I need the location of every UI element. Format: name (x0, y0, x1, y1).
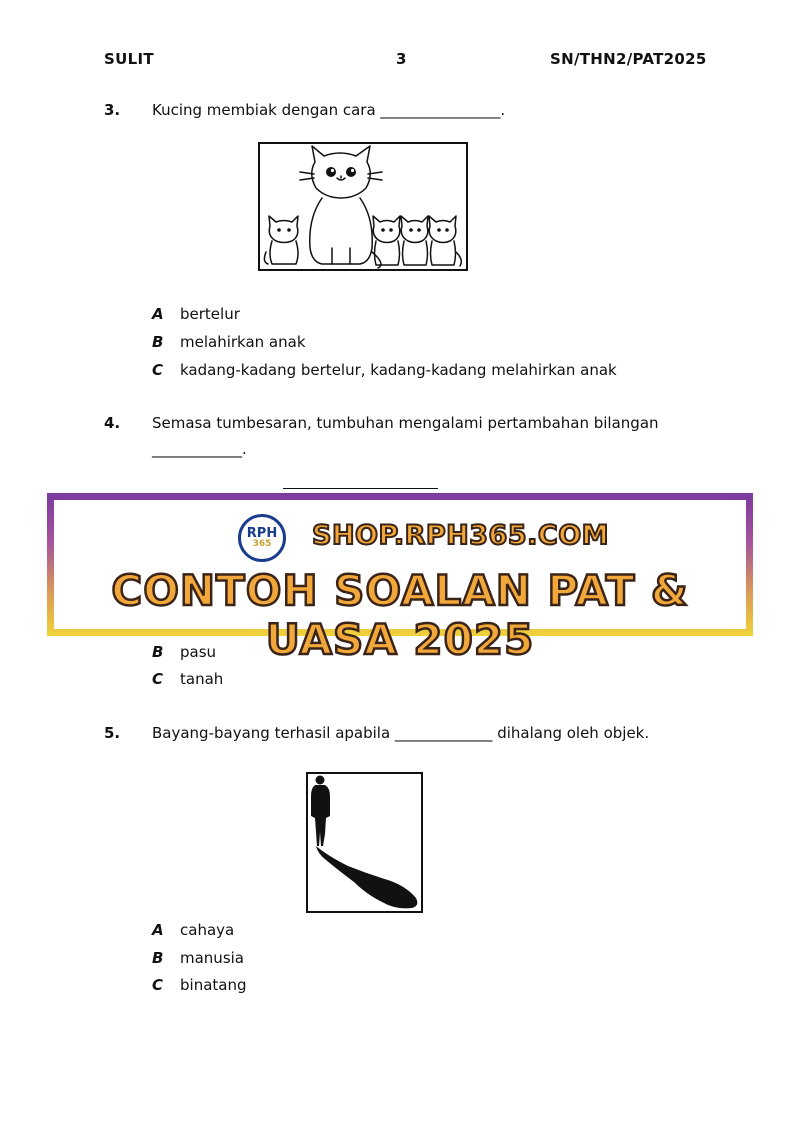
cat-family-illustration-icon (260, 144, 466, 269)
option-letter: C (152, 361, 164, 379)
cat-family-image (258, 142, 468, 271)
question-5-option-a[interactable] (152, 921, 234, 939)
person-shadow-silhouette-icon (308, 774, 421, 911)
option-text: melahirkan anak (180, 333, 306, 351)
question-3-option-a[interactable] (152, 305, 240, 323)
question-3-option-c[interactable] (152, 361, 617, 379)
option-text: tanah (180, 670, 224, 688)
option-text: cahaya (180, 921, 235, 939)
option-letter: A (152, 921, 164, 939)
logo-text-bottom: 365 (252, 539, 272, 549)
question-3-text: Kucing membiak dengan cara ________________. (152, 101, 506, 119)
option-text: bertelur (180, 305, 240, 323)
rph365-logo (238, 514, 286, 562)
option-letter: C (152, 976, 164, 994)
logo-text-top: RPH (246, 526, 278, 541)
question-3-number: 3. (104, 101, 121, 119)
page-number: 3 (396, 50, 407, 68)
question-5-number: 5. (104, 724, 121, 742)
banner-title: CONTOH SOALAN PAT & UASA 2025 (111, 566, 689, 664)
header-left: SULIT (104, 50, 154, 68)
question-5-text: Bayang-bayang terhasil apabila _____________ dihalang oleh objek. (152, 724, 650, 742)
partial-underline (283, 488, 438, 489)
option-letter: B (152, 333, 164, 351)
question-5-option-b[interactable] (152, 949, 244, 967)
shadow-image (306, 772, 423, 913)
option-text: kadang-kadang bertelur, kadang-kadang melahirkan anak (180, 361, 617, 379)
option-letter: A (152, 305, 164, 323)
question-4-number: 4. (104, 414, 121, 432)
header-right: SN/THN2/PAT2025 (550, 50, 707, 68)
option-text: pasu (180, 643, 217, 661)
option-letter: B (152, 949, 164, 967)
option-text: binatang (180, 976, 247, 994)
option-text: manusia (180, 949, 244, 967)
question-3-option-b[interactable] (152, 333, 306, 351)
option-letter: C (152, 670, 164, 688)
question-4-option-c[interactable] (152, 670, 223, 688)
question-4-option-b[interactable] (152, 643, 216, 661)
option-letter: B (152, 643, 164, 661)
question-4-blank: ____________. (152, 440, 247, 458)
question-5-option-c[interactable] (152, 976, 247, 994)
question-4-text: Semasa tumbesaran, tumbuhan mengalami pertambahan bilangan (152, 414, 659, 432)
shop-url: SHOP.RPH365.COM (312, 520, 610, 551)
